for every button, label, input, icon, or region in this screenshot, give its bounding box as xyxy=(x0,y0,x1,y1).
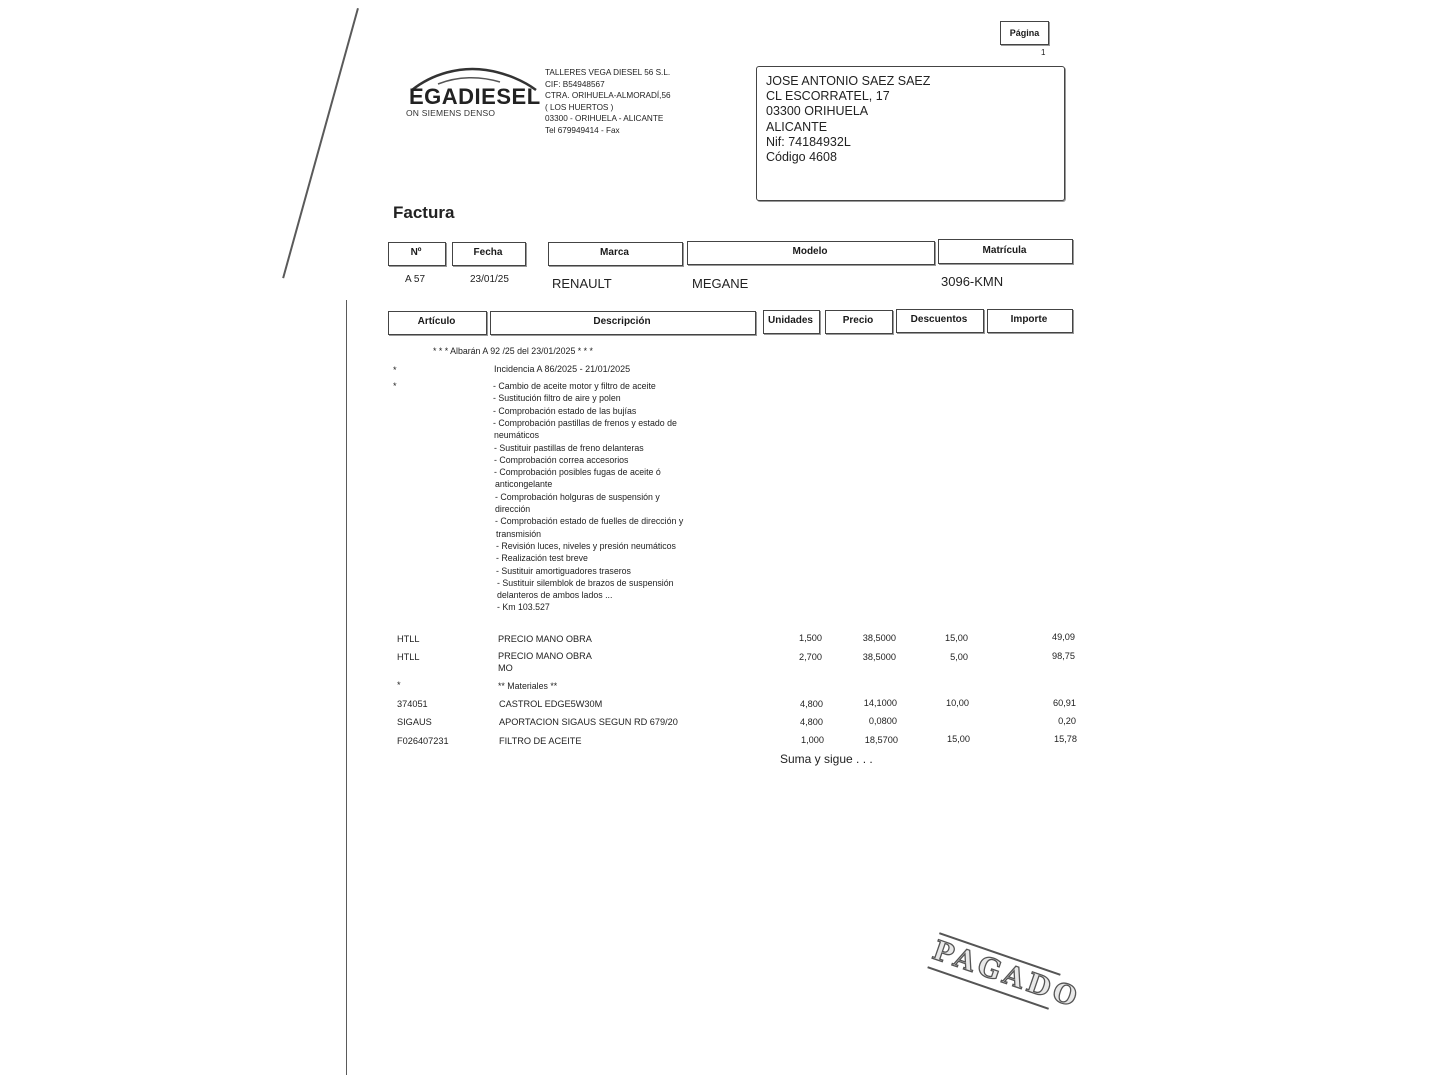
line-article: SIGAUS xyxy=(397,717,432,727)
company-line: 03300 - ORIHUELA - ALICANTE xyxy=(545,114,664,123)
task-line: - Comprobación estado de fuelles de dirección y xyxy=(495,516,684,527)
task-line: - Km 103.527 xyxy=(497,602,550,613)
client-line: Nif: 74184932L xyxy=(766,134,851,149)
vehicle-plate: 3096-KMN xyxy=(941,274,1004,289)
discounts-col-header: Descuentos xyxy=(910,314,968,325)
line-description: PRECIO MANO OBRA xyxy=(498,634,592,644)
invoice-number: A 57 xyxy=(405,274,426,285)
line-description: PRECIO MANO OBRA xyxy=(498,651,592,661)
line-article: F026407231 xyxy=(397,736,449,746)
line-price: 18,5700 xyxy=(864,735,898,745)
task-line: - Comprobación pastillas de frenos y estado de xyxy=(493,417,677,428)
client-line: JOSE ANTONIO SAEZ SAEZ xyxy=(766,74,931,88)
line-article: HTLL xyxy=(397,652,420,662)
line-price: 38,5000 xyxy=(862,652,896,662)
task-line: - Cambio de aceite motor y filtro de aceite xyxy=(493,381,656,391)
price-col-header: Precio xyxy=(842,315,874,326)
task-line: - Sustituir silemblok de brazos de suspensión xyxy=(497,577,674,588)
article-col-header: Artículo xyxy=(417,316,456,327)
line-description: FILTRO DE ACEITE xyxy=(499,736,582,746)
task-line: - Comprobación posibles fugas de aceite ó xyxy=(494,467,661,478)
albaran-line: * * * Albarán A 92 /25 del 23/01/2025 * * * xyxy=(433,346,593,356)
company-line: Tel 679949414 - Fax xyxy=(545,125,620,135)
line-price: 14,1000 xyxy=(863,698,897,708)
model-header: Modelo xyxy=(792,246,828,257)
line-amount: 0,20 xyxy=(1058,716,1076,726)
task-line: - Revisión luces, niveles y presión neumáticos xyxy=(496,540,676,551)
page-edge-top xyxy=(282,8,359,278)
page-number: 1 xyxy=(1041,48,1046,57)
line-discount: 15,00 xyxy=(947,734,970,744)
paid-stamp: PAGADO xyxy=(927,932,1060,1010)
task-line: delanteros de ambos lados ... xyxy=(497,590,613,601)
brand-header: Marca xyxy=(600,247,629,258)
task-line: - Sustituir amortiguadores traseros xyxy=(496,565,631,576)
line-description: ** Materiales ** xyxy=(498,681,558,691)
invoice-date: 23/01/25 xyxy=(470,274,509,285)
line-price: 38,5000 xyxy=(862,633,896,643)
task-line: - Sustitución filtro de aire y polen xyxy=(493,393,621,404)
page-box xyxy=(1000,21,1049,45)
page-label: Página xyxy=(1009,28,1040,38)
incidencia-marker: * xyxy=(393,365,397,375)
company-line: ( LOS HUERTOS ) xyxy=(545,102,614,112)
task-line: - Realización test breve xyxy=(496,553,588,564)
line-units: 4,800 xyxy=(800,699,823,709)
line-units: 2,700 xyxy=(799,652,822,662)
task-line: - Sustituir pastillas de freno delanteras xyxy=(494,442,644,453)
client-line: 03300 ORIHUELA xyxy=(766,104,869,119)
line-units: 1,000 xyxy=(801,735,824,745)
line-amount: 15,78 xyxy=(1054,734,1077,744)
number-header: Nº xyxy=(410,247,422,258)
page-edge-left xyxy=(346,300,347,1075)
task-marker: * xyxy=(393,381,397,391)
vehicle-model: MEGANE xyxy=(692,276,749,291)
client-line: ALICANTE xyxy=(766,119,828,134)
task-line: transmisión xyxy=(496,528,541,539)
company-logo-text: EGADIESEL xyxy=(409,84,541,109)
incidencia-text: Incidencia A 86/2025 - 21/01/2025 xyxy=(494,364,631,374)
task-line: - Comprobación correa accesorios xyxy=(494,454,629,465)
task-line: - Comprobación holguras de suspensión y xyxy=(495,491,660,502)
plate-header: Matrícula xyxy=(982,245,1027,256)
company-info xyxy=(545,67,671,136)
line-description-2: MO xyxy=(498,663,513,673)
date-header: Fecha xyxy=(473,247,503,258)
brand-partners-text: ON SIEMENS DENSO xyxy=(406,108,496,118)
vehicle-brand: RENAULT xyxy=(552,276,612,291)
line-discount: 15,00 xyxy=(945,633,968,643)
amount-col-header: Importe xyxy=(1010,314,1048,325)
line-amount: 49,09 xyxy=(1052,632,1075,642)
line-article: * xyxy=(397,680,401,690)
client-line: Código 4608 xyxy=(766,150,837,165)
description-col-header: Descripción xyxy=(593,316,651,327)
line-units: 4,800 xyxy=(800,717,823,727)
line-description: CASTROL EDGE5W30M xyxy=(499,699,603,709)
company-line: TALLERES VEGA DIESEL 56 S.L. xyxy=(545,68,671,77)
line-units: 1,500 xyxy=(799,633,822,643)
company-line: CIF: B54948567 xyxy=(545,79,605,89)
units-col-header: Unidades xyxy=(767,315,813,326)
line-article: 374051 xyxy=(397,699,428,709)
line-discount: 5,00 xyxy=(950,652,968,662)
task-line: neumáticos xyxy=(494,430,539,441)
continue-text: Suma y sigue . . . xyxy=(780,752,873,766)
line-article: HTLL xyxy=(397,634,420,644)
line-discount: 10,00 xyxy=(946,698,969,708)
brand-partners-logo xyxy=(406,108,495,118)
client-info xyxy=(766,74,930,165)
task-line: dirección xyxy=(495,504,531,514)
line-amount: 60,91 xyxy=(1053,698,1076,708)
line-price: 0,0800 xyxy=(868,716,897,726)
line-description: APORTACION SIGAUS SEGUN RD 679/20 xyxy=(499,717,678,727)
task-line: - Comprobación estado de las bujías xyxy=(493,405,637,416)
company-line: CTRA. ORIHUELA-ALMORADÍ,56 xyxy=(545,91,671,100)
client-line: CL ESCORRATEL, 17 xyxy=(766,89,890,104)
line-amount: 98,75 xyxy=(1052,651,1075,661)
document-title: Factura xyxy=(393,203,455,222)
task-line: anticongelante xyxy=(495,479,553,490)
